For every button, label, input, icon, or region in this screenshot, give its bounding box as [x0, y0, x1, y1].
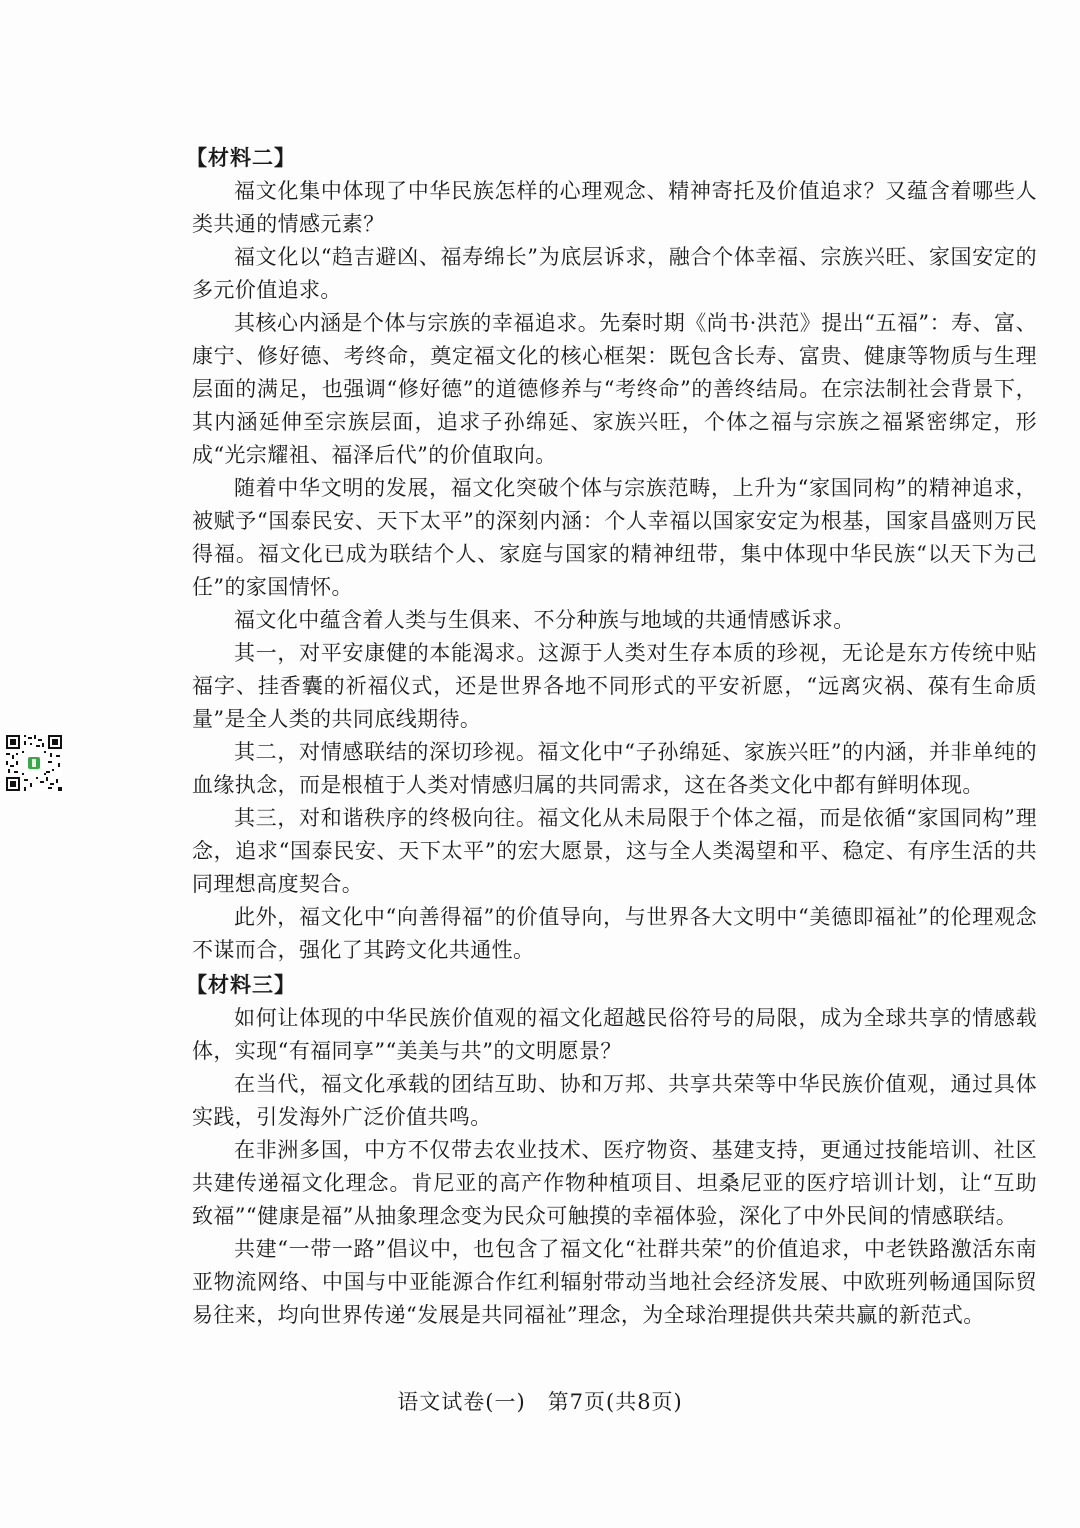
paragraph: 福文化中蕴含着人类与生俱来、不分种族与地域的共通情感诉求。	[234, 608, 855, 632]
paragraph: 共建“一带一路”倡议中，也包含了福文化“社群共荣”的价值追求，中老铁路激活东南亚物流网络、中国与中亚能源合作红利辐射带动当地社会经济发展、中欧班列畅通国际贸易往来，均向世界传递“发展是共同福祉”理念，为全球治理提供共荣共赢的新范式。	[192, 1237, 1037, 1327]
material-two-title: 【材料二】	[186, 145, 296, 170]
page-footer: 语文试卷(一) 第7页(共8页)	[397, 1390, 683, 1414]
exam-content	[186, 140, 1037, 1332]
paragraph: 福文化以“趋吉避凶、福寿绵长”为底层诉求，融合个体幸福、宗族兴旺、家国安定的多元价值追求。	[192, 245, 1037, 302]
paragraph: 其核心内涵是个体与宗族的幸福追求。先秦时期《尚书·洪范》提出“五福”：寿、富、康宁、修好德、考终命，奠定福文化的核心框架：既包含长寿、富贵、健康等物质与生理层面的满足，也强调“修好德”的道德修养与“考终命”的善终结局。在宗法制社会背景下，其内涵延伸至宗族层面，追求子孙绵延、家族兴旺，个体之福与宗族之福紧密绑定，形成“光宗耀祖、福泽后代”的价值取向。	[192, 311, 1037, 467]
paragraph: 随着中华文明的发展，福文化突破个体与宗族范畴，上升为“家国同构”的精神追求，被赋予“国泰民安、天下太平”的深刻内涵：个人幸福以国家安定为根基，国家昌盛则万民得福。福文化已成为联结个人、家庭与国家的精神纽带，集中体现中华民族“以天下为己任”的家国情怀。	[192, 476, 1037, 599]
paragraph: 在非洲多国，中方不仅带去农业技术、医疗物资、基建支持，更通过技能培训、社区共建传递福文化理念。肯尼亚的高产作物种植项目、坦桑尼亚的医疗培训计划，让“互助致福”“健康是福”从抽象理念变为民众可触摸的幸福体验，深化了中外民间的情感联结。	[192, 1138, 1037, 1228]
qr-code-icon	[6, 735, 62, 791]
material-three-title: 【材料三】	[186, 972, 296, 997]
paragraph: 其一，对平安康健的本能渴求。这源于人类对生存本质的珍视，无论是东方传统中贴福字、挂香囊的祈福仪式，还是世界各地不同形式的平安祈愿，“远离灾祸、葆有生命质量”是全人类的共同底线期待。	[192, 641, 1037, 731]
paragraph: 福文化集中体现了中华民族怎样的心理观念、精神寄托及价值追求？又蕴含着哪些人类共通的情感元素？	[192, 179, 1037, 236]
paragraph: 其二，对情感联结的深切珍视。福文化中“子孙绵延、家族兴旺”的内涵，并非单纯的血缘执念，而是根植于人类对情感归属的共同需求，这在各类文化中都有鲜明体现。	[192, 740, 1037, 797]
paragraph: 此外，福文化中“向善得福”的价值导向，与世界各大文明中“美德即福祉”的伦理观念不谋而合，强化了其跨文化共通性。	[192, 905, 1037, 962]
paragraph: 如何让体现的中华民族价值观的福文化超越民俗符号的局限，成为全球共享的情感载体，实现“有福同享”“美美与共”的文明愿景？	[192, 1006, 1037, 1063]
paragraph: 其三，对和谐秩序的终极向往。福文化从未局限于个体之福，而是依循“家国同构”理念，追求“国泰民安、天下太平”的宏大愿景，这与全人类渴望和平、稳定、有序生活的共同理想高度契合。	[192, 806, 1037, 896]
paragraph: 在当代，福文化承载的团结互助、协和万邦、共享共荣等中华民族价值观，通过具体实践，引发海外广泛价值共鸣。	[192, 1072, 1037, 1129]
